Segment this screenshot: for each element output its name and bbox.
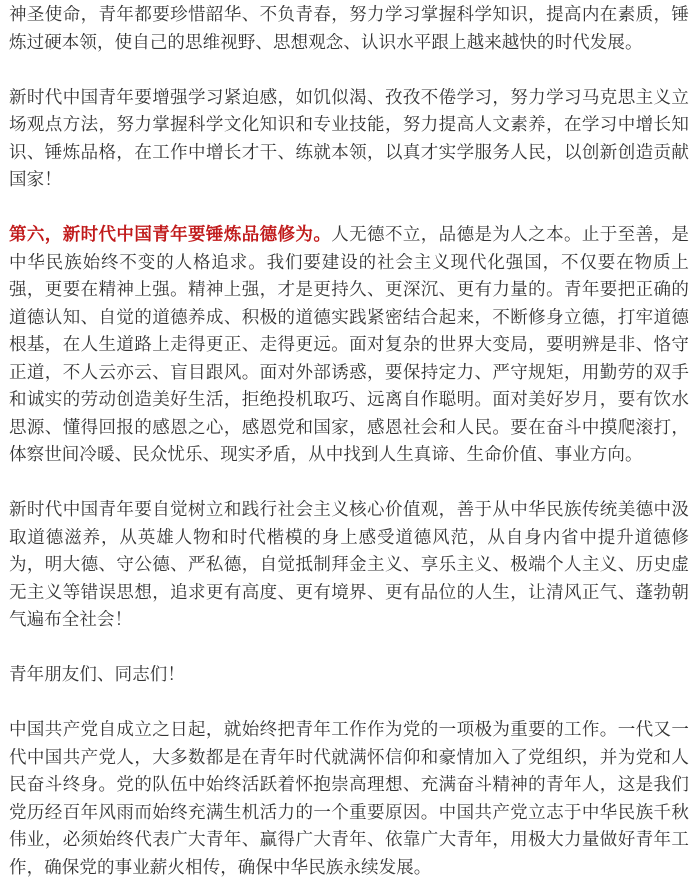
paragraph-1 [9,2,689,57]
paragraph-2-text: 新时代中国青年要增强学习紧迫感，如饥似渴、孜孜不倦学习，努力学习马克思主义立场观点方法，努力掌握科学文化知识和专业技能，努力提高人文素养，在学习中增长知识、锤炼品格，在工作中增长才干、练就本领，以真才实学服务人民，以创新创造贡献国家！ [9,87,689,190]
paragraph-6-text: 中国共产党自成立之日起，就始终把青年工作作为党的一项极为重要的工作。一代又一代中国共产党人，大多数都是在青年时代就满怀信仰和豪情加入了党组织，并为党和人民奋斗终身。党的队伍中始终活跃着怀抱崇高理想、充满奋斗精神的青年人，这是我们党历经百年风雨而始终充满生机活力的一个重要原因。中国共产党立志于中华民族千秋伟业，必须始终代表广大青年、赢得广大青年、依靠广大青年，用极大力量做好青年工作，确保党的事业薪火相传，确保中华民族永续发展。 [9,720,689,878]
paragraph-5 [9,662,689,690]
paragraph-4 [9,497,689,635]
paragraph-6 [9,717,689,882]
paragraph-5-text: 青年朋友们、同志们！ [9,665,185,685]
paragraph-4-text: 新时代中国青年要自觉树立和践行社会主义核心价值观，善于从中华民族传统美德中汲取道德滋养，从英雄人物和时代楷模的身上感受道德风范，从自身内省中提升道德修为，明大德、守公德、严私德，自觉抵制拜金主义、享乐主义、极端个人主义、历史虚无主义等错误思想，追求更有高度、更有境界、更有品位的人生，让清风正气、蓬勃朝气遍布全社会！ [9,500,689,630]
section-heading: 第六，新时代中国青年要锤炼品德修为。 [9,225,332,245]
paragraph-2 [9,85,689,195]
paragraph-3 [9,222,689,470]
article-body [9,2,689,882]
paragraph-1-text: 神圣使命，青年都要珍惜韶华、不负青春，努力学习掌握科学知识，提高内在素质，锤炼过硬本领，使自己的思维视野、思想观念、认识水平跟上越来越快的时代发展。 [9,5,689,53]
paragraph-3-text: 人无德不立，品德是为人之本。止于至善，是中华民族始终不变的人格追求。我们要建设的社会主义现代化强国，不仅要在物质上强，更要在精神上强。精神上强，才是更持久、更深沉、更有力量的。青年要把正确的道德认知、自觉的道德养成、积极的道德实践紧密结合起来，不断修身立德，打牢道德根基，在人生道路上走得更正、走得更远。面对复杂的世界大变局，要明辨是非、恪守正道，不人云亦云、盲目跟风。面对外部诱惑，要保持定力、严守规矩，用勤劳的双手和诚实的劳动创造美好生活，拒绝投机取巧、远离自作聪明。面对美好岁月，要有饮水思源、懂得回报的感恩之心，感恩党和国家，感恩社会和人民。要在奋斗中摸爬滚打，体察世间冷暖、民众忧乐、现实矛盾，从中找到人生真谛、生命价值、事业方向。 [9,225,689,465]
